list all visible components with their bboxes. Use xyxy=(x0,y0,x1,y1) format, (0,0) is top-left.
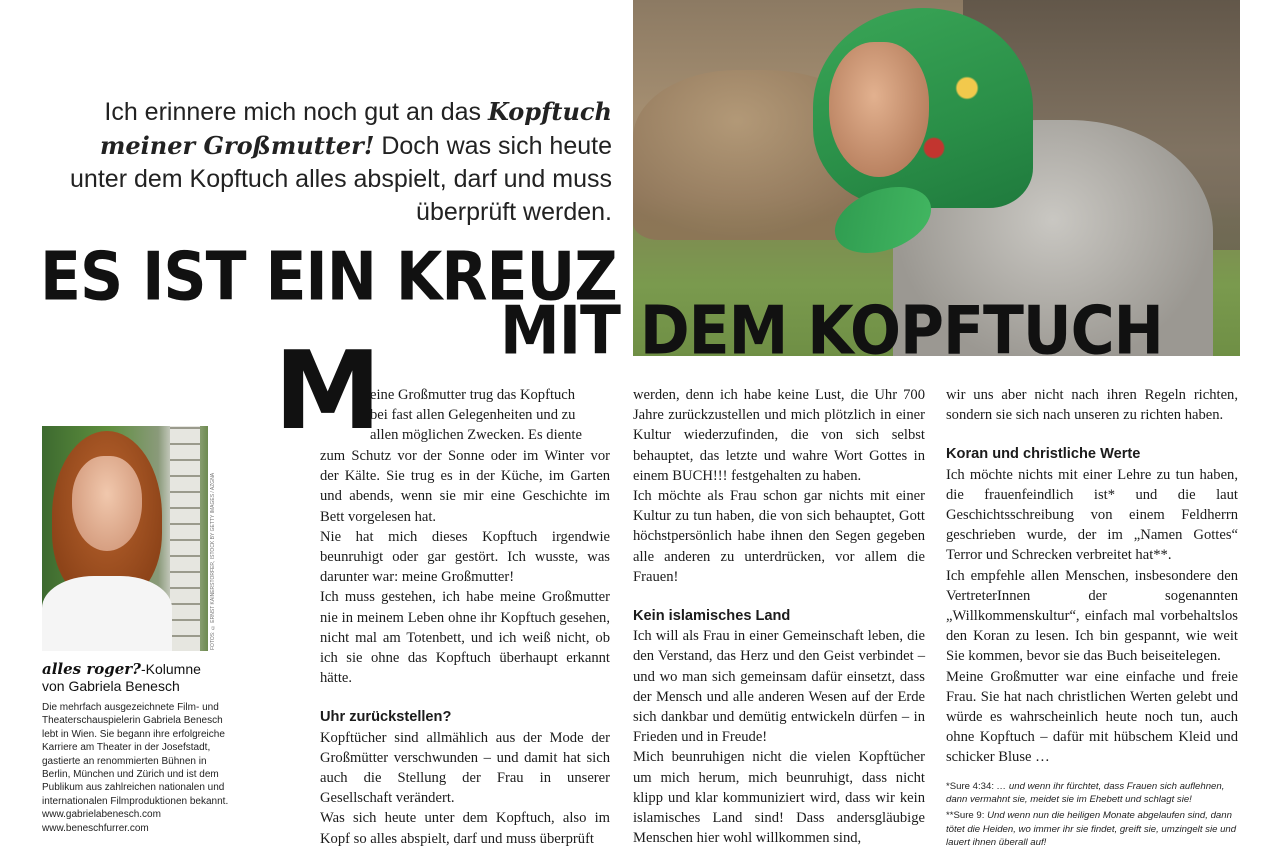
article-col-1 xyxy=(320,446,610,849)
column-title-suffix: -Kolumne xyxy=(140,661,201,677)
website-link[interactable]: www.gabrielabenesch.com xyxy=(42,809,161,821)
footnote-text: … und wenn ihr fürchtet, dass Frauen sich auflehnen, dann vermahnt sie, meidet sie im Ehebett und schlagt sie! xyxy=(946,781,1225,806)
article-paragraph: Ich will als Frau in einer Gemeinschaft leben, die den Verstand, das Herz und den Geist verbindet – und wo man sich gemeinsam dafür einsetzt, dass der Mensch und alle anderen Wesen auf der Erde sich dankbar und demütig entwickeln dürfen – in Frieden und in Freude! xyxy=(633,628,925,746)
article-paragraph: Mich beunruhigen nicht die vielen Kopftücher um mich herum, mich beunruhigt, dass nicht klipp und klar kommuniziert wird, dass wir kein islamisches Land sind! Dass andersgläubige Menschen hier wohl willkommen sind, xyxy=(633,749,925,847)
standfirst xyxy=(52,95,612,229)
column-brand: alles roger? xyxy=(42,660,141,678)
article-paragraph: wir uns aber nicht nach ihren Regeln richten, sondern sie sich nach unseren zu richten haben. xyxy=(946,387,1238,424)
article-col-2 xyxy=(633,385,925,848)
article-line: allen möglichen Zwecken. Es diente xyxy=(370,427,582,444)
article-paragraph: Meine Großmutter war eine einfache und freie Frau. Sie hat nach christlichen Werten gelebt und würde es wahrscheinlich heute noch tun, auch ohne Kopftuch – dafür mit hübschem Kleid und schicker Bluse … xyxy=(946,668,1238,766)
bio-line: Berlin, München und Zürich und ist dem xyxy=(42,769,219,781)
article-paragraph: Ich möchte als Frau schon gar nichts mit einer Kultur zu tun haben, die von sich behauptet, Gott höchstpersönlich habe ihnen den Segen gegeben alle anderen zu unterdrücken, vor allem die Frauen! xyxy=(633,488,925,585)
column-title xyxy=(42,660,201,678)
footnote xyxy=(946,780,1238,806)
standfirst-text: überprüft werden. xyxy=(416,198,612,226)
bio-line: gastierte an renommierten Bühnen in xyxy=(42,755,207,767)
bio-line: Theaterschauspielerin Gabriela Benesch xyxy=(42,715,223,727)
bio-line: internationalen Filmproduktionen bekannt. xyxy=(42,795,229,807)
standfirst-script-text: meiner Großmutter! xyxy=(100,131,375,160)
article-paragraph: Kopftücher sind allmählich aus der Mode der Großmütter verschwunden – und damit hat sich auch die Stellung der Frau in unserer Gesellschaft verändert. xyxy=(320,729,610,807)
article-line: bei fast allen Gelegenheiten und zu xyxy=(370,407,576,424)
standfirst-text: Doch was sich heute xyxy=(374,132,612,160)
drop-cap: M xyxy=(274,329,382,454)
portrait-face xyxy=(72,456,142,551)
footnote xyxy=(946,809,1238,849)
portrait-birch-tree xyxy=(170,426,200,651)
article-paragraph: Was sich heute unter dem Kopftuch, also im Kopf so alles abspielt, darf und muss überprüft xyxy=(320,810,610,847)
headline-line-2: MIT DEM KOPFTUCH xyxy=(500,292,1163,371)
bio-line: Publikum aus zahlreichen nationalen und xyxy=(42,782,225,794)
standfirst-text: Ich erinnere mich noch gut an das xyxy=(104,98,488,126)
standfirst-script-text: Kopftuch xyxy=(487,97,612,126)
website-link[interactable]: www.beneschfurrer.com xyxy=(42,822,149,834)
portrait-shirt xyxy=(42,576,172,651)
article-paragraph: Ich möchte nichts mit einer Lehre zu tun haben, die frauenfeindlich ist* und die laut Geschichtsschreibung von einem Feldherrn geschrieben wurde, der im „Namen Gottes“ Terror und Schrecken verbreitet hat**. xyxy=(946,466,1238,564)
footnote-ref: *Sure 4:34: xyxy=(946,781,997,792)
bio-line: lebt in Wien. Sie begann ihre erfolgreiche xyxy=(42,728,225,740)
subheading: Uhr zurückstellen? xyxy=(320,709,452,726)
column-author: von Gabriela Benesch xyxy=(42,678,180,694)
bio-line: Karriere am Theater in der Josefstadt, xyxy=(42,742,211,754)
subheading: Kein islamisches Land xyxy=(633,608,791,625)
article-col-1-indent xyxy=(370,385,610,446)
photo-credit: FOTOS: © ERNST KAINERSTORFER, ISTOCK BY GETTY IMAGES / AZGNA xyxy=(210,472,216,650)
photo-face xyxy=(829,42,929,177)
article-paragraph: zum Schutz vor der Sonne oder im Winter vor der Kälte. Sie trug es in der Küche, im Garten und abends, wenn sie mir eine Geschichte im Bett vorgelesen hat. xyxy=(320,448,610,525)
standfirst-text: unter dem Kopftuch alles abspielt, darf und muss xyxy=(70,165,612,193)
bio-line: Die mehrfach ausgezeichnete Film- und xyxy=(42,702,219,713)
footnote-text: Und wenn nun die heiligen Monate abgelaufen sind, dann tötet die Heiden, wo immer ihr sie findet, greift sie, umzingelt sie und lauert ihnen überall auf! xyxy=(946,810,1237,848)
article-paragraph: Ich muss gestehen, ich habe meine Großmutter nie in meinem Leben ohne ihr Kopftuch gesehen, nicht mal am Totenbett, und ich weiß nicht, ob ich sie ohne das Kopftuch überhaupt erkannt hätte. xyxy=(320,589,610,687)
columnist-portrait xyxy=(42,426,208,651)
footnote-ref: **Sure 9: xyxy=(946,810,988,822)
footnotes xyxy=(946,780,1238,849)
article-paragraph: Nie hat mich dieses Kopftuch irgendwie beunruhigt oder gar gestört. Ich wusste, was darunter war: meine Großmutter! xyxy=(320,528,610,586)
article-col-3 xyxy=(946,385,1238,768)
headline-line-1: ES IST EIN KREUZ xyxy=(40,238,617,317)
article-line: eine Großmutter trug das Kopftuch xyxy=(370,387,576,403)
article-paragraph: werden, denn ich habe keine Lust, die Uhr 700 Jahre zurückzustellen und mich plötzlich in einer Kultur wiederzufinden, die von sich selbst behauptet, das letzte und wahre Wort Gottes in einem BUCH!!! festgehalten zu haben. xyxy=(633,387,925,484)
article-paragraph: Ich empfehle allen Menschen, insbesondere den VertreterInnen der sogenannten „Willkommenskultur“, einfach mal vorbehaltslos den Koran zu lesen. Ich bin gespannt, wie weit Sie kommen, bevor sie das Buch beiseitelegen. xyxy=(946,567,1238,665)
author-bio xyxy=(42,701,229,835)
subheading: Koran und christliche Werte xyxy=(946,446,1141,463)
